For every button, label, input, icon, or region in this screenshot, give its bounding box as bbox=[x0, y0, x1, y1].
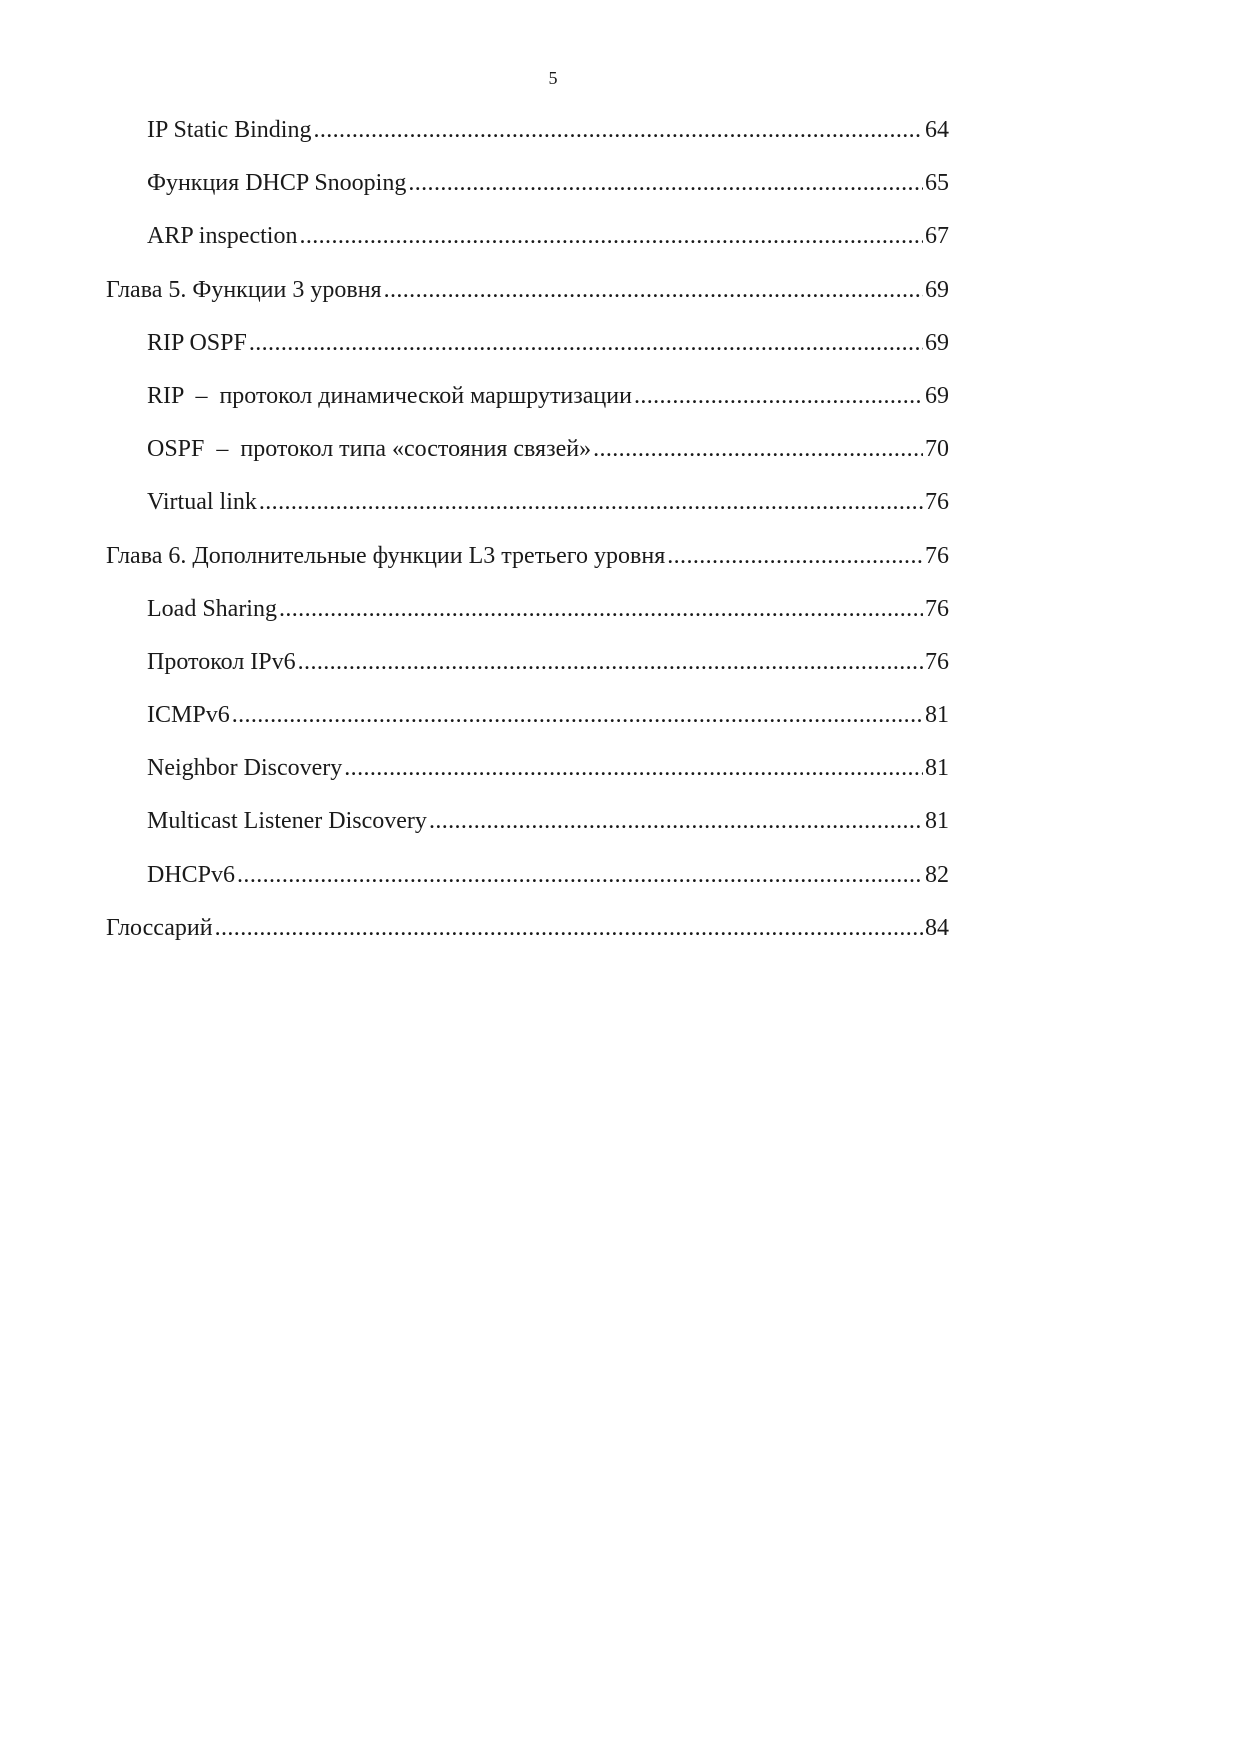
toc-entry-page: 81 bbox=[925, 755, 949, 782]
toc-dot-leader bbox=[215, 902, 923, 955]
toc-entry-title: Multicast Listener Discovery bbox=[147, 808, 427, 835]
toc-entry-title: RIP – протокол динамической маршрутизации bbox=[147, 382, 632, 409]
toc-entry-title: DHCPv6 bbox=[147, 861, 236, 888]
toc-dot-leader bbox=[667, 530, 923, 583]
toc-dot-leader bbox=[408, 157, 923, 210]
toc-entry[interactable] bbox=[106, 689, 949, 742]
toc-entry-page: 69 bbox=[925, 382, 949, 409]
toc-entry-page: 76 bbox=[925, 542, 949, 569]
toc-entry[interactable] bbox=[106, 583, 949, 636]
toc-entry-page: 81 bbox=[925, 702, 949, 729]
toc-dot-leader bbox=[279, 583, 923, 636]
toc-entry-title: Load Sharing bbox=[147, 595, 277, 622]
toc-entry[interactable] bbox=[106, 636, 949, 689]
toc-entry[interactable] bbox=[106, 742, 949, 795]
toc-entry-title: Глоссарий bbox=[106, 914, 213, 941]
toc-dot-leader bbox=[259, 476, 923, 529]
toc-dot-leader bbox=[298, 636, 923, 689]
toc-entry[interactable] bbox=[106, 423, 949, 476]
toc-dot-leader bbox=[313, 104, 923, 157]
toc-dot-leader bbox=[299, 210, 923, 263]
toc-dot-leader bbox=[249, 317, 923, 370]
toc-dot-leader bbox=[237, 849, 923, 902]
toc-entry-page: 70 bbox=[925, 436, 949, 463]
toc-dot-leader bbox=[429, 795, 923, 848]
toc-entry-page: 82 bbox=[925, 861, 949, 888]
toc-entry-title: Глава 5. Функции 3 уровня bbox=[106, 276, 382, 303]
toc-dot-leader bbox=[232, 689, 923, 742]
toc-entry[interactable] bbox=[106, 157, 949, 210]
toc-entry-page: 76 bbox=[925, 489, 949, 516]
toc-entry-title: RIP OSPF bbox=[147, 329, 247, 356]
toc-entry[interactable] bbox=[106, 104, 949, 157]
toc-entry-page: 69 bbox=[925, 329, 949, 356]
toc-entry[interactable] bbox=[106, 370, 949, 423]
toc-entry-page: 84 bbox=[925, 914, 949, 941]
table-of-contents bbox=[106, 104, 949, 955]
toc-entry-title: ICMPv6 bbox=[147, 702, 230, 729]
toc-entry-title: Virtual link bbox=[147, 489, 257, 516]
toc-entry-page: 76 bbox=[925, 595, 949, 622]
toc-chapter-entry[interactable] bbox=[106, 902, 949, 955]
toc-entry-page: 76 bbox=[925, 648, 949, 675]
toc-entry[interactable] bbox=[106, 795, 949, 848]
toc-entry-page: 81 bbox=[925, 808, 949, 835]
toc-dot-leader bbox=[384, 264, 923, 317]
toc-chapter-entry[interactable] bbox=[106, 530, 949, 583]
toc-entry[interactable] bbox=[106, 476, 949, 529]
toc-entry-title: Протокол IPv6 bbox=[147, 648, 296, 675]
toc-entry-title: OSPF – протокол типа «состояния связей» bbox=[147, 436, 592, 463]
toc-entry-title: Функция DHCP Snooping bbox=[147, 170, 407, 197]
toc-entry[interactable] bbox=[106, 210, 949, 263]
toc-entry-page: 67 bbox=[925, 223, 949, 250]
toc-chapter-entry[interactable] bbox=[106, 264, 949, 317]
page-number: 5 bbox=[548, 68, 558, 88]
toc-dot-leader bbox=[593, 423, 923, 476]
toc-entry-title: Neighbor Discovery bbox=[147, 755, 343, 782]
toc-dot-leader bbox=[344, 742, 923, 795]
toc-entry-page: 65 bbox=[925, 170, 949, 197]
toc-entry[interactable] bbox=[106, 849, 949, 902]
toc-entry-page: 69 bbox=[925, 276, 949, 303]
toc-entry-title: Глава 6. Дополнительные функции L3 третьего уровня bbox=[106, 542, 666, 569]
toc-entry-title: ARP inspection bbox=[147, 223, 298, 250]
toc-entry[interactable] bbox=[106, 317, 949, 370]
toc-dot-leader bbox=[634, 370, 923, 423]
toc-entry-title: IP Static Binding bbox=[147, 117, 312, 143]
toc-entry-page: 64 bbox=[925, 117, 949, 143]
